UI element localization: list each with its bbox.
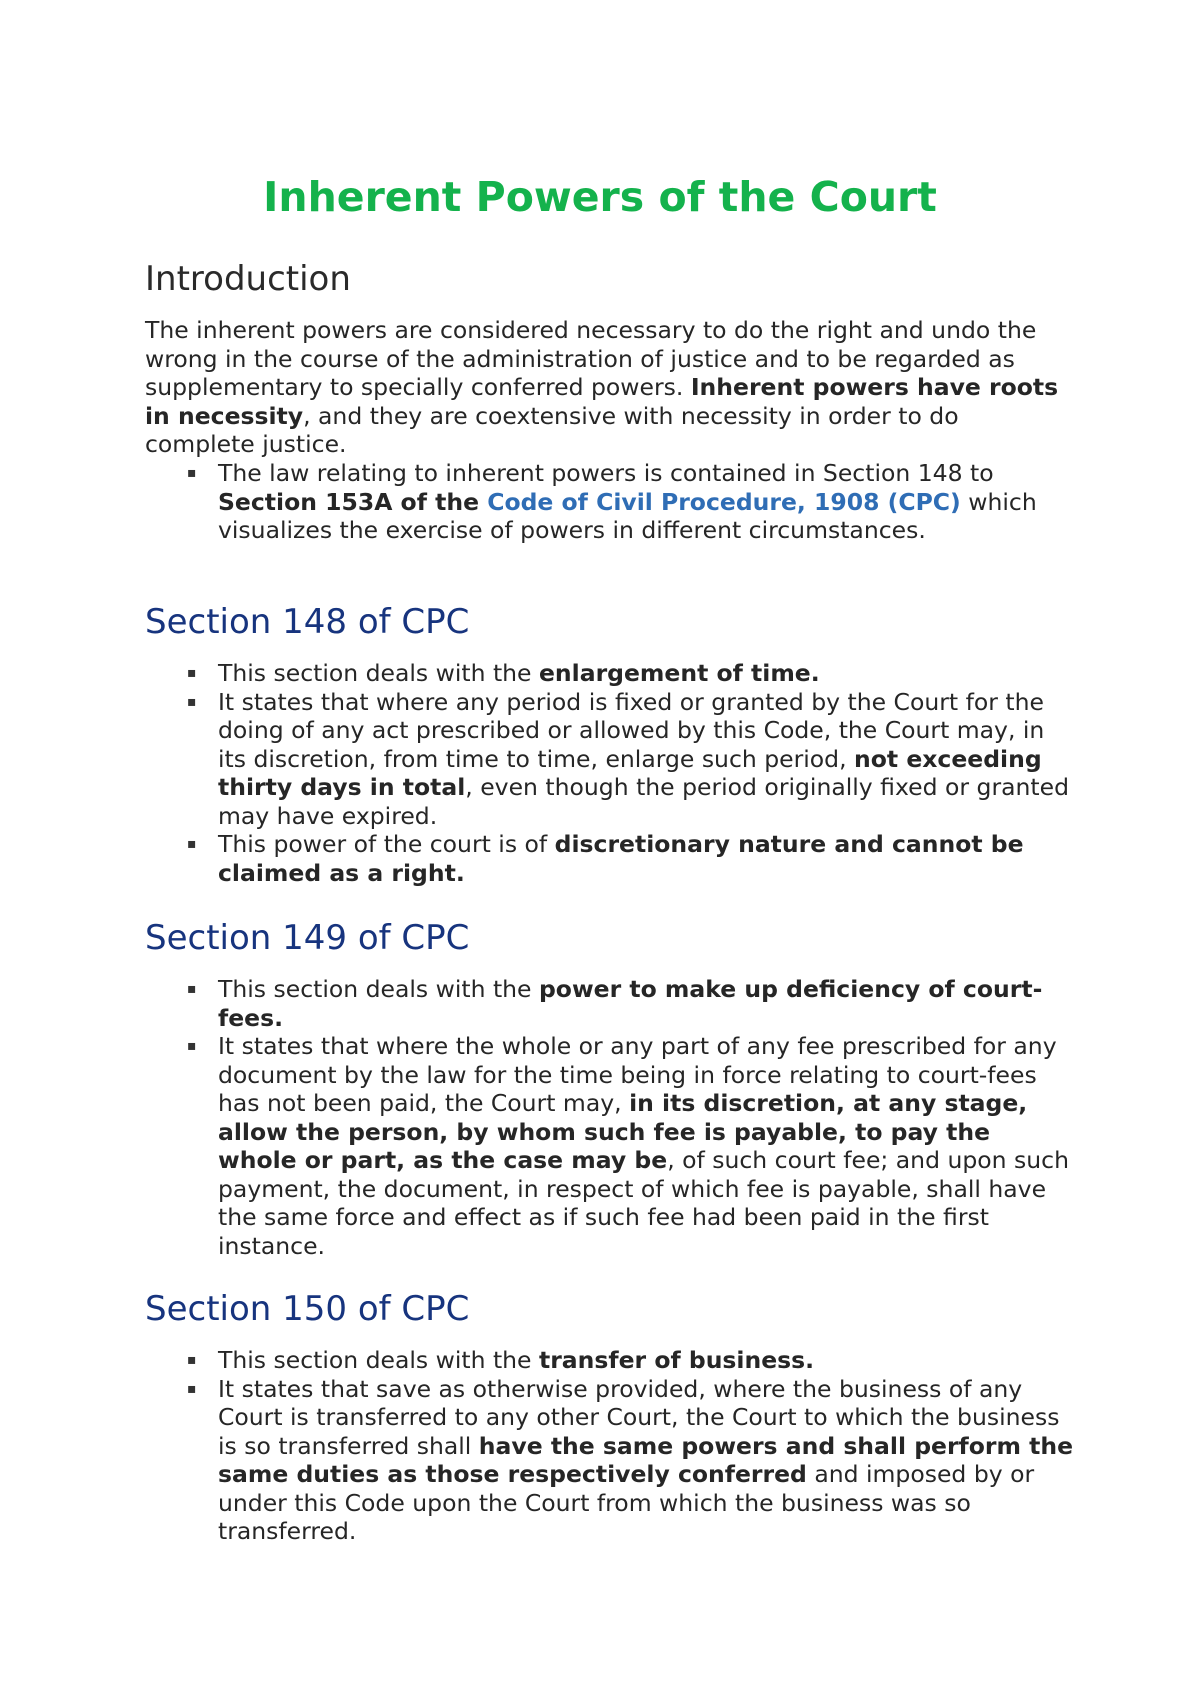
s150-b2-text-2: and imposed by or under this Code upon the Court from which the business was so transferred. [218,1460,1035,1545]
intro-list [145,459,1075,545]
list-item [145,659,1075,688]
list-item [145,1346,1075,1375]
list-item [145,1032,1075,1260]
bullet-icon: ▪ [187,465,197,481]
s149-b2-text-2: , of such court fee; and upon such payment, the document, in respect of which fee is payable, shall have the same force and effect as if such fee had been paid in the first instance. [218,1146,1069,1260]
bullet-icon: ▪ [187,665,197,681]
intro-paragraph [145,316,1075,459]
list-item [145,459,1075,545]
s150-b2-text-1: It states that save as otherwise provided, where the business of any Court is transferred to any other Court, the Court to which the business is so transferred shall [218,1374,1060,1460]
s148-b2-text-1: It states that where any period is fixed or granted by the Court for the doing of any act prescribed or allowed by this Code, the Court may, in its discretion, from time to time, enlarge such period, [218,687,1045,773]
intro-bold-1: Inherent powers have roots in necessity [145,373,1059,430]
list-item [145,975,1075,1032]
bullet-icon: ▪ [187,1038,197,1054]
intro-heading: Introduction [145,259,351,299]
s150-b1-text: This section deals with the [218,1346,539,1374]
s149-b1-text: This section deals with the [218,975,539,1003]
list-item [145,830,1075,887]
s150-b2-bold: have the same powers and shall perform the same duties as those respectively conferred [218,1431,1074,1488]
intro-text-2: , and they are coextensive with necessity in order to do complete justice. [145,401,959,458]
s149-b2-bold: in its discretion, at any stage, allow the person, by whom such fee is payable, to pay the whole or part, as the case may be [218,1089,1028,1174]
list-item [145,688,1075,831]
s148-b1-bold: enlargement of time. [538,659,820,687]
s148-b3-text: This power of the court is of [218,830,555,858]
s148-b3-bold: discretionary nature and cannot be claimed as a right. [218,830,1024,887]
section-148-list [145,659,1075,887]
section-149-heading: Section 149 of CPC [145,918,470,958]
bullet-icon: ▪ [187,836,197,852]
bullet-icon: ▪ [187,1352,197,1368]
s148-b1-text: This section deals with the [218,659,539,687]
section-150-list [145,1346,1075,1546]
section-150-heading: Section 150 of CPC [145,1289,470,1329]
s149-b2-text-1: It states that where the whole or any part of any fee prescribed for any document by the law for the time being in force relating to court-fees has not been paid, the Court may, [218,1032,1057,1117]
section-149-list [145,975,1075,1260]
bullet-icon: ▪ [187,1380,197,1397]
intro-bullet-text-2: which visualizes the exercise of powers in different circumstances. [218,487,1037,544]
s148-b2-bold: not exceeding thirty days in total [218,744,1042,801]
cpc-link[interactable]: Code of Civil Procedure, 1908 (CPC) [487,487,961,516]
s148-b2-text-2: , even though the period originally fixed or granted may have expired. [218,773,1069,830]
s149-b1-bold: power to make up deficiency of court-fees. [218,975,1043,1032]
intro-bullet-bold: Section 153A of the [218,487,488,516]
s150-b1-bold: transfer of business. [538,1346,815,1374]
page-title: Inherent Powers of the Court [263,173,937,221]
section-148-heading: Section 148 of CPC [145,602,470,642]
bullet-icon: ▪ [187,693,197,710]
bullet-icon: ▪ [187,981,197,997]
intro-text-1: The inherent powers are considered necessary to do the right and undo the wrong in the course of the administration of justice and to be regarded as supplementary to specially conferred powers. [145,316,1037,401]
list-item [145,1375,1075,1546]
intro-bullet-text-1: The law relating to inherent powers is contained in Section 148 to [218,459,994,487]
